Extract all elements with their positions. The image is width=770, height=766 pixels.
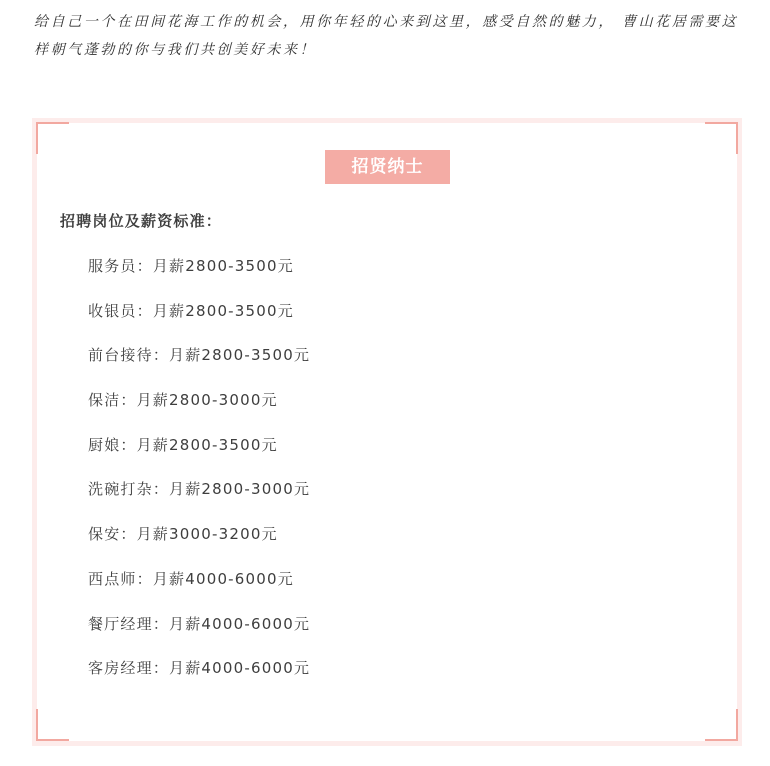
position-item xyxy=(88,345,310,390)
position-separator: ： xyxy=(136,569,153,588)
position-title: 西点师 xyxy=(88,569,137,588)
position-salary: 月薪2800-3500元 xyxy=(152,257,294,275)
position-salary: 月薪4000-6000元 xyxy=(169,614,311,633)
position-separator: ： xyxy=(152,480,170,499)
intro-line: 给自己一个在田间花海工作的机会，用你年轻的心来到这里，感受自然的魅力， 曹山花居需要这 xyxy=(34,14,739,30)
position-separator: ： xyxy=(120,525,137,544)
position-title: 服务员 xyxy=(88,257,137,275)
corner-ornament-top-left xyxy=(36,122,69,154)
position-separator: ： xyxy=(152,346,170,365)
position-separator: ： xyxy=(152,659,170,678)
position-separator: ： xyxy=(136,301,153,320)
position-salary: 月薪2800-3500元 xyxy=(169,346,311,365)
position-item xyxy=(88,614,310,659)
position-item xyxy=(88,479,310,524)
corner-ornament-bottom-right xyxy=(705,709,738,741)
position-title: 洗碗打杂 xyxy=(88,480,153,499)
position-salary: 月薪4000-6000元 xyxy=(169,659,311,678)
position-item xyxy=(88,524,310,569)
position-salary: 月薪2800-3000元 xyxy=(169,480,311,499)
intro-paragraph xyxy=(34,8,746,64)
position-title: 餐厅经理 xyxy=(88,614,153,633)
corner-ornament-top-right xyxy=(705,122,738,154)
position-salary: 月薪2800-3500元 xyxy=(152,301,294,320)
position-item xyxy=(88,569,310,614)
positions-heading: 招聘岗位及薪资标准： xyxy=(60,212,223,230)
position-salary: 月薪3000-3200元 xyxy=(136,525,278,544)
position-title: 保洁 xyxy=(88,391,121,410)
position-item xyxy=(88,390,310,435)
positions-list xyxy=(88,256,310,703)
corner-ornament-bottom-left xyxy=(36,709,69,741)
position-salary: 月薪2800-3500元 xyxy=(136,435,278,454)
intro-line: 样朝气蓬勃的你与我们共创美好未来！ xyxy=(34,42,317,58)
position-item xyxy=(88,301,310,346)
position-item xyxy=(88,256,310,301)
position-separator: ： xyxy=(152,614,170,633)
position-title: 保安 xyxy=(88,525,121,544)
position-title: 收银员 xyxy=(88,301,137,320)
position-item xyxy=(88,658,310,703)
position-salary: 月薪2800-3000元 xyxy=(136,391,278,410)
section-badge: 招贤纳士 xyxy=(325,150,450,184)
position-title: 客房经理 xyxy=(88,659,153,678)
position-item xyxy=(88,435,310,480)
position-separator: ： xyxy=(120,391,137,410)
position-separator: ： xyxy=(136,257,153,275)
position-salary: 月薪4000-6000元 xyxy=(152,569,294,588)
position-separator: ： xyxy=(120,435,137,454)
position-title: 前台接待 xyxy=(88,346,153,365)
position-title: 厨娘 xyxy=(88,435,121,454)
